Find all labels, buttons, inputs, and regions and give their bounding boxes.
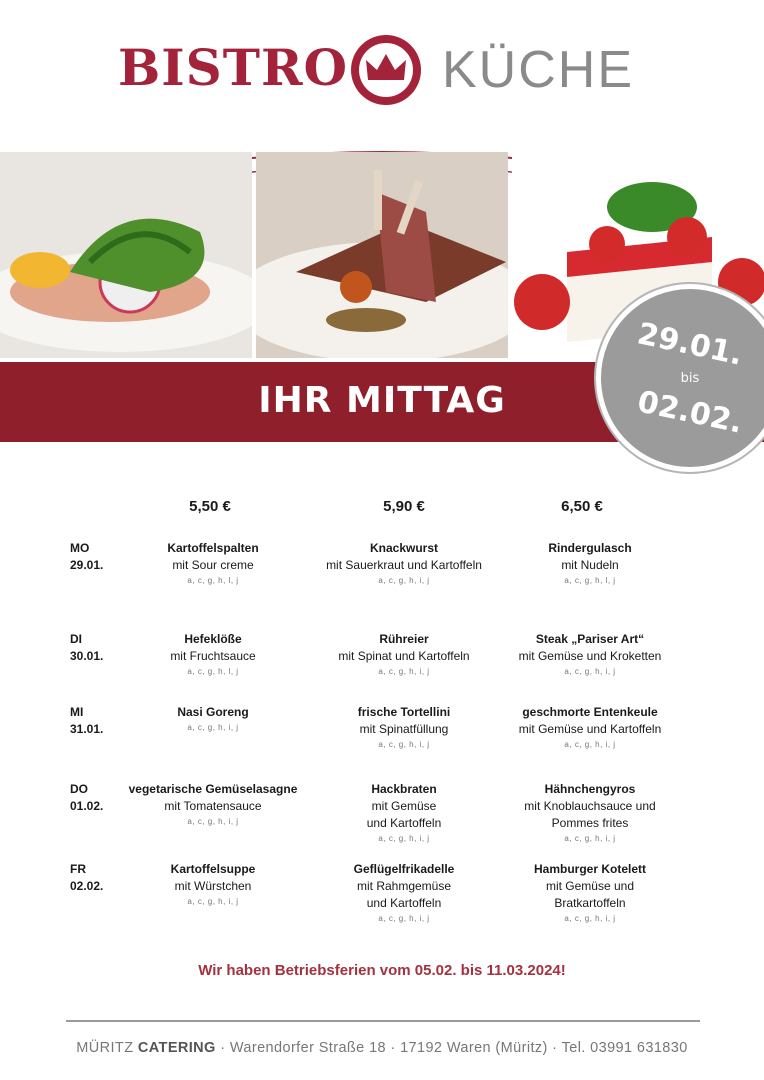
dish-allergens: a, c, g, h, i, j [187, 723, 239, 732]
day-date: 30.01. [70, 649, 104, 663]
dish-desc: mit Knoblauchsauce und [524, 799, 656, 813]
dish-name: vegetarische Gemüselasagne [128, 782, 298, 796]
footer-company-b: CATERING [137, 1040, 216, 1056]
period-badge [596, 284, 764, 472]
photo-lamb-rack [256, 152, 508, 358]
day-date: 02.02. [70, 879, 104, 893]
period-from: 29.01. [634, 316, 746, 373]
dish-desc: mit Spinat und Kartoffeln [338, 649, 470, 663]
dish-desc: mit Nudeln [561, 558, 619, 572]
dish-fr-1 [108, 861, 318, 909]
dish-desc: Pommes frites [551, 816, 629, 830]
dish-desc: mit Gemüse und Kartoffeln [518, 722, 662, 736]
dish-mo-3 [485, 540, 695, 588]
dish-allergens: a, c, g, h, l, j [564, 576, 616, 585]
dish-allergens: a, c, g, h, l, j [187, 667, 239, 676]
dish-allergens: a, c, g, h, i, j [378, 576, 430, 585]
dish-allergens: a, c, g, h, i, j [378, 667, 430, 676]
dish-desc: mit Würstchen [174, 879, 252, 893]
dish-name: Rindergulasch [548, 541, 632, 555]
dish-allergens: a, c, g, h, i, j [378, 914, 430, 923]
day-name: DO [70, 782, 88, 796]
dish-allergens: a, c, g, h, i, j [187, 897, 239, 906]
day-date: 01.02. [70, 799, 104, 813]
day-label [70, 631, 103, 665]
price-column-2: 5,90 € [383, 498, 425, 515]
dish-desc: mit Sauerkraut und Kartoffeln [326, 558, 482, 572]
price-column-1: 5,50 € [189, 498, 231, 515]
dish-desc: mit Sour creme [172, 558, 254, 572]
dish-name: Knackwurst [369, 541, 439, 555]
dish-desc: und Kartoffeln [366, 896, 442, 910]
dish-name: Rühreier [379, 632, 429, 646]
day-date: 29.01. [70, 558, 104, 572]
dish-allergens: a, c, g, h, i, j [564, 667, 616, 676]
dish-name: Kartoffelsuppe [170, 862, 256, 876]
dish-desc: mit Fruchtsauce [170, 649, 256, 663]
dish-name: Hefeklöße [184, 632, 242, 646]
day-label [70, 861, 103, 895]
dish-desc: mit Rahmgemüse [356, 879, 452, 893]
dish-mi-3 [485, 704, 695, 752]
dish-name: Nasi Goreng [177, 705, 249, 719]
dish-desc: und Kartoffeln [366, 816, 442, 830]
brand-left-text: BISTRO [118, 38, 349, 97]
day-label [70, 704, 103, 738]
dish-mo-1 [108, 540, 318, 588]
crown-logo-icon [348, 32, 424, 108]
brand-right-text: KÜCHE [442, 41, 635, 99]
dish-allergens: a, c, g, h, l, j [187, 576, 239, 585]
dish-name: Geflügelfrikadelle [353, 862, 455, 876]
day-label [70, 781, 103, 815]
photo-salad-carpaccio [0, 152, 252, 358]
price-column-3: 6,50 € [561, 498, 603, 515]
period-separator: bis [680, 371, 700, 386]
dish-do-1 [108, 781, 318, 829]
day-name: FR [70, 862, 86, 876]
footer-address: · Warendorfer Straße 18 · 17192 Waren (Müritz) · Tel. 03991 631830 [220, 1040, 688, 1056]
dish-allergens: a, c, g, h, i, j [564, 740, 616, 749]
footer-divider [66, 1020, 700, 1022]
dish-allergens: a, c, g, h, i, j [187, 817, 239, 826]
dish-name: geschmorte Entenkeule [522, 705, 658, 719]
dish-do-2 [299, 781, 509, 846]
dish-desc: mit Gemüse und Kroketten [518, 649, 662, 663]
dish-name: Hähnchengyros [544, 782, 636, 796]
period-to: 02.02. [634, 384, 746, 441]
dish-name: Kartoffelspalten [167, 541, 259, 555]
dish-desc: mit Gemüse [371, 799, 437, 813]
dish-name: Hamburger Kotelett [533, 862, 646, 876]
dish-allergens: a, c, g, h, i, j [378, 740, 430, 749]
dish-name: frische Tortellini [357, 705, 451, 719]
dish-desc: mit Gemüse und [545, 879, 635, 893]
logo [0, 32, 764, 112]
dish-mi-1 [108, 704, 318, 735]
banner-title: IHR MITTAG [258, 380, 506, 421]
dish-allergens: a, c, g, h, i, j [564, 914, 616, 923]
dish-fr-3 [485, 861, 695, 926]
dish-do-3 [485, 781, 695, 846]
dish-mo-2 [299, 540, 509, 588]
dish-di-2 [299, 631, 509, 679]
day-label [70, 540, 103, 574]
dish-mi-2 [299, 704, 509, 752]
dish-desc: Bratkartoffeln [554, 896, 626, 910]
holiday-notice: Wir haben Betriebsferien vom 05.02. bis 11.03.2024! [198, 962, 566, 979]
footer-company-a: MÜRITZ [76, 1040, 134, 1056]
day-name: MI [70, 705, 84, 719]
dish-fr-2 [299, 861, 509, 926]
dish-di-3 [485, 631, 695, 679]
day-date: 31.01. [70, 722, 104, 736]
dish-desc: mit Spinatfüllung [359, 722, 449, 736]
dish-desc: mit Tomatensauce [164, 799, 262, 813]
dish-name: Steak „Pariser Art“ [535, 632, 645, 646]
dish-allergens: a, c, g, h, i, j [564, 834, 616, 843]
day-name: MO [70, 541, 90, 555]
footer [0, 1040, 764, 1056]
dish-name: Hackbraten [371, 782, 437, 796]
dish-di-1 [108, 631, 318, 679]
day-name: DI [70, 632, 82, 646]
dish-allergens: a, c, g, h, i, j [378, 834, 430, 843]
